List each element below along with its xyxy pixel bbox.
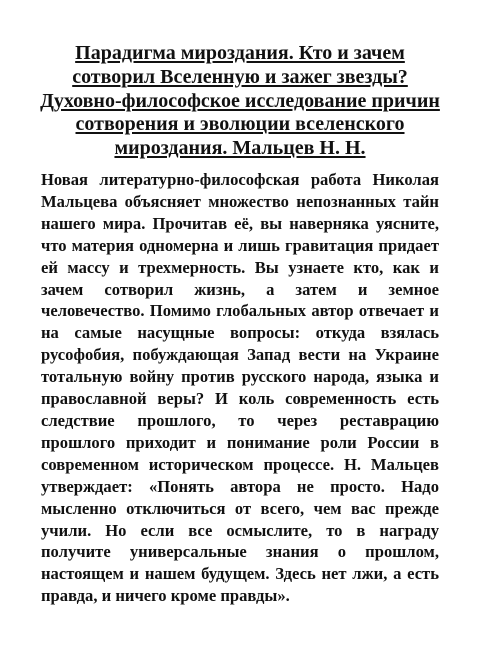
document-body: Новая литературно-философская работа Николая Мальцева объясняет множество непознанных тайн нашего мира. Прочитав её, вы наверняка уясните, что материя одномерна и лишь гравитация придает ей массу и трехмерность. Вы узнаете кто, как и зачем сотворил жизнь, а затем и земное человечество. Помимо глобальных автор отвечает и на самые насущные вопросы: откуда взялась русофобия, побуждающая Запад вести на Украине тотальную войну против русского народа, языка и православной веры? И коль современность есть следствие прошлого, то через реставрацию прошлого приходит и понимание роли России в современном историческом процессе. Н. Мальцев утверждает: «Понять автора не просто. Надо мысленно отключиться от всего, чем вас прежде учили. Но если все осмыслите, то в награду получите универсальные знания о прошлом, настоящем и нашем будущем. Здесь нет лжи, а есть правда, и ничего кроме правды». <box>41 170 439 606</box>
document-title: Парадигма мироздания. Кто и зачем сотворил Вселенную и зажег звезды? Духовно-философское исследование причин сотворения и эволюции вселенского мироздания. Мальцев Н. Н. <box>40 42 440 160</box>
